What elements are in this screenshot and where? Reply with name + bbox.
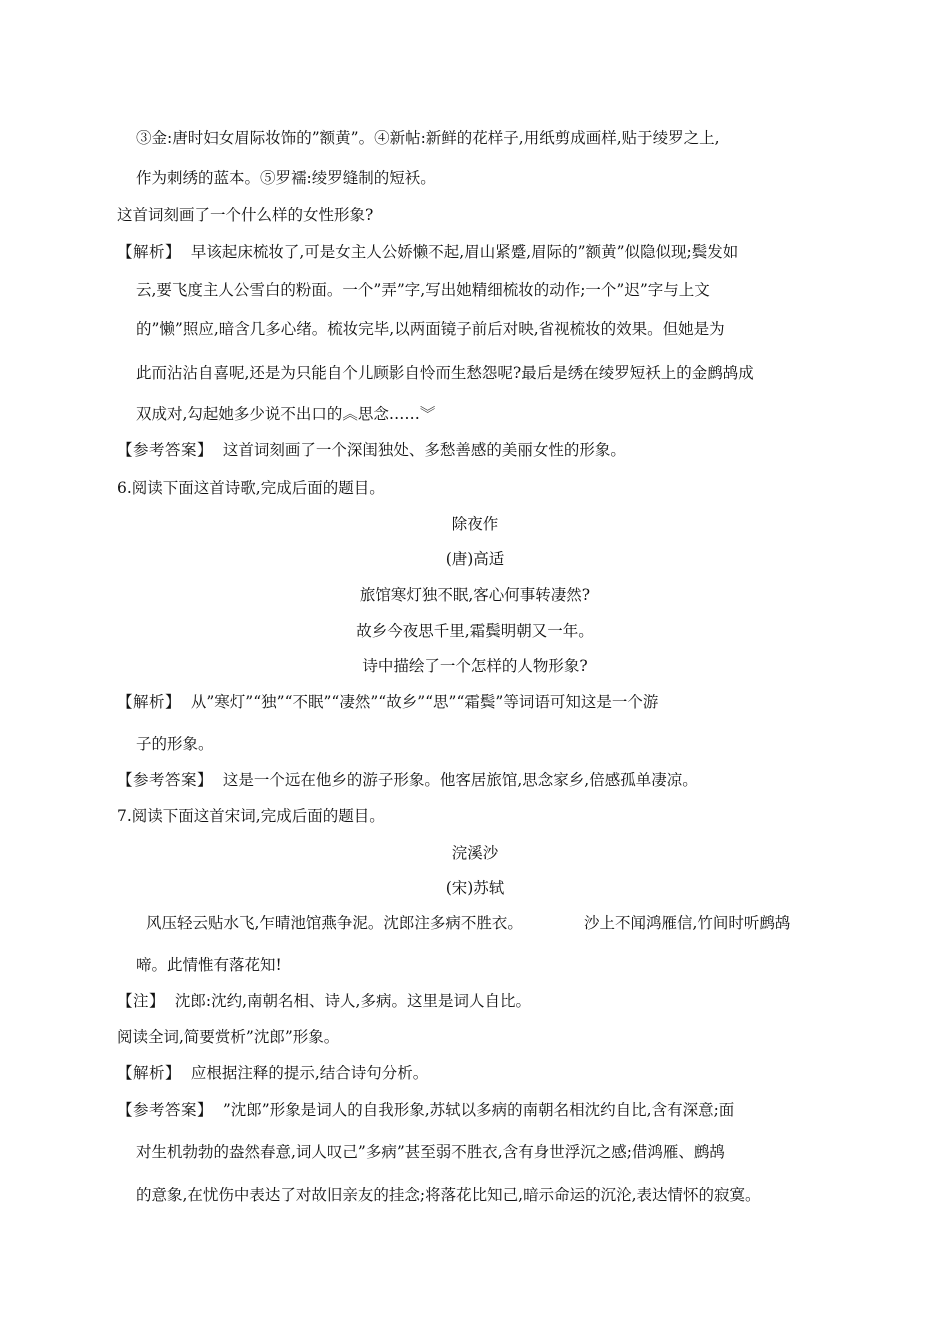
analysis-6-text-1: 从”寒灯”“独”“不眠”“凄然”“故乡”“思”“霜鬓”等词语可知这是一个游 [190, 693, 659, 711]
analysis-label: 【解析】 [117, 243, 182, 261]
analysis-7-text: 应根据注释的提示,结合诗句分析。 [190, 1064, 429, 1082]
answer-6-text: 这是一个远在他乡的游子形象。他客居旅馆,思念家乡,倍感孤单凄凉。 [222, 771, 698, 789]
analysis-5-line-2: 云,要飞度主人公雪白的粉面。一个”弄”字,写出她精细梳妆的动作;一个”迟”字与上文 [136, 281, 710, 299]
poem-7-author: (宋)苏轼 [445, 879, 505, 897]
analysis-label: 【解析】 [117, 1064, 182, 1082]
note-7-text: 沈郎:沈约,南朝名相、诗人,多病。这里是词人自比。 [174, 992, 531, 1010]
analysis-6-line-1 [117, 692, 658, 712]
analysis-5-text-1: 早该起床梳妆了,可是女主人公娇懒不起,眉山紧蹙,眉际的”额黄”似隐似现;鬓发如 [190, 243, 739, 261]
answer-7-text-1: ”沈郎”形象是词人的自我形象,苏轼以多病的南朝名相沈约自比,含有深意;面 [222, 1101, 735, 1119]
answer-7-line-2: 对生机勃勃的盎然春意,词人叹己”多病”甚至弱不胜衣,含有身世浮沉之感;借鸿雁、鹧鸪 [136, 1143, 725, 1161]
question-6: 6.阅读下面这首诗歌,完成后面的题目。 [117, 479, 385, 497]
poem-6-title: 除夜作 [451, 515, 499, 533]
answer-label: 【参考答案】 [117, 441, 214, 459]
question-7b: 阅读全词,简要赏析”沈郎”形象。 [117, 1028, 340, 1046]
analysis-label: 【解析】 [117, 693, 182, 711]
poem-7-line-1: 风压轻云贴水飞,乍晴池馆燕争泥。沈郎注多病不胜衣。 [146, 914, 523, 932]
answer-6 [117, 770, 698, 790]
footnote-line-2: 作为刺绣的蓝本。⑤罗襦:绫罗缝制的短袄。 [136, 169, 436, 187]
poem-6-line-1: 旅馆寒灯独不眠,客心何事转凄然? [359, 586, 591, 604]
answer-7-line-3: 的意象,在忧伤中表达了对故旧亲友的挂念;将落花比知己,暗示命运的沉沦,表达情怀的寂寞。 [136, 1186, 761, 1204]
note-7 [117, 991, 531, 1011]
poem-6-author: (唐)高适 [445, 550, 505, 568]
analysis-5-line-4: 此而沾沾自喜呢,还是为只能自个儿顾影自怜而生愁怨呢?最后是绣在绫罗短袄上的金鹧鸪成 [136, 364, 754, 382]
question-7: 7.阅读下面这首宋词,完成后面的题目。 [117, 807, 385, 825]
answer-label: 【参考答案】 [117, 771, 214, 789]
poem-6-line-2: 故乡今夜思千里,霜鬓明朝又一年。 [356, 622, 594, 640]
analysis-5-line-5: 双成对,勾起她多少说不出口的︽思念……︾ [136, 405, 436, 423]
answer-label: 【参考答案】 [117, 1101, 214, 1119]
note-label: 【注】 [117, 992, 166, 1010]
footnote-line-1: ③金:唐时妇女眉际妆饰的”额黄”。④新帖:新鲜的花样子,用纸剪成画样,贴于绫罗之上, [136, 129, 720, 147]
question-5: 这首词刻画了一个什么样的女性形象? [117, 206, 374, 224]
analysis-6-line-2: 子的形象。 [136, 735, 214, 753]
answer-5 [117, 440, 626, 460]
analysis-5-line-3: 的”懒”照应,暗含几多心绪。梳妆完毕,以两面镜子前后对映,省视梳妆的效果。但她是为 [136, 320, 725, 338]
poem-7-title: 浣溪沙 [451, 844, 499, 862]
analysis-7 [117, 1063, 428, 1083]
poem-7-line-1b: 沙上不闻鸿雁信,竹间时听鹧鸪 [584, 914, 791, 932]
poem-6-question: 诗中描绘了一个怎样的人物形象? [362, 657, 588, 675]
answer-7-line-1 [117, 1100, 734, 1120]
answer-5-text: 这首词刻画了一个深闺独处、多愁善感的美丽女性的形象。 [222, 441, 626, 459]
poem-7-line-2: 啼。此情惟有落花知! [136, 956, 282, 974]
analysis-5-line-1 [117, 242, 738, 262]
